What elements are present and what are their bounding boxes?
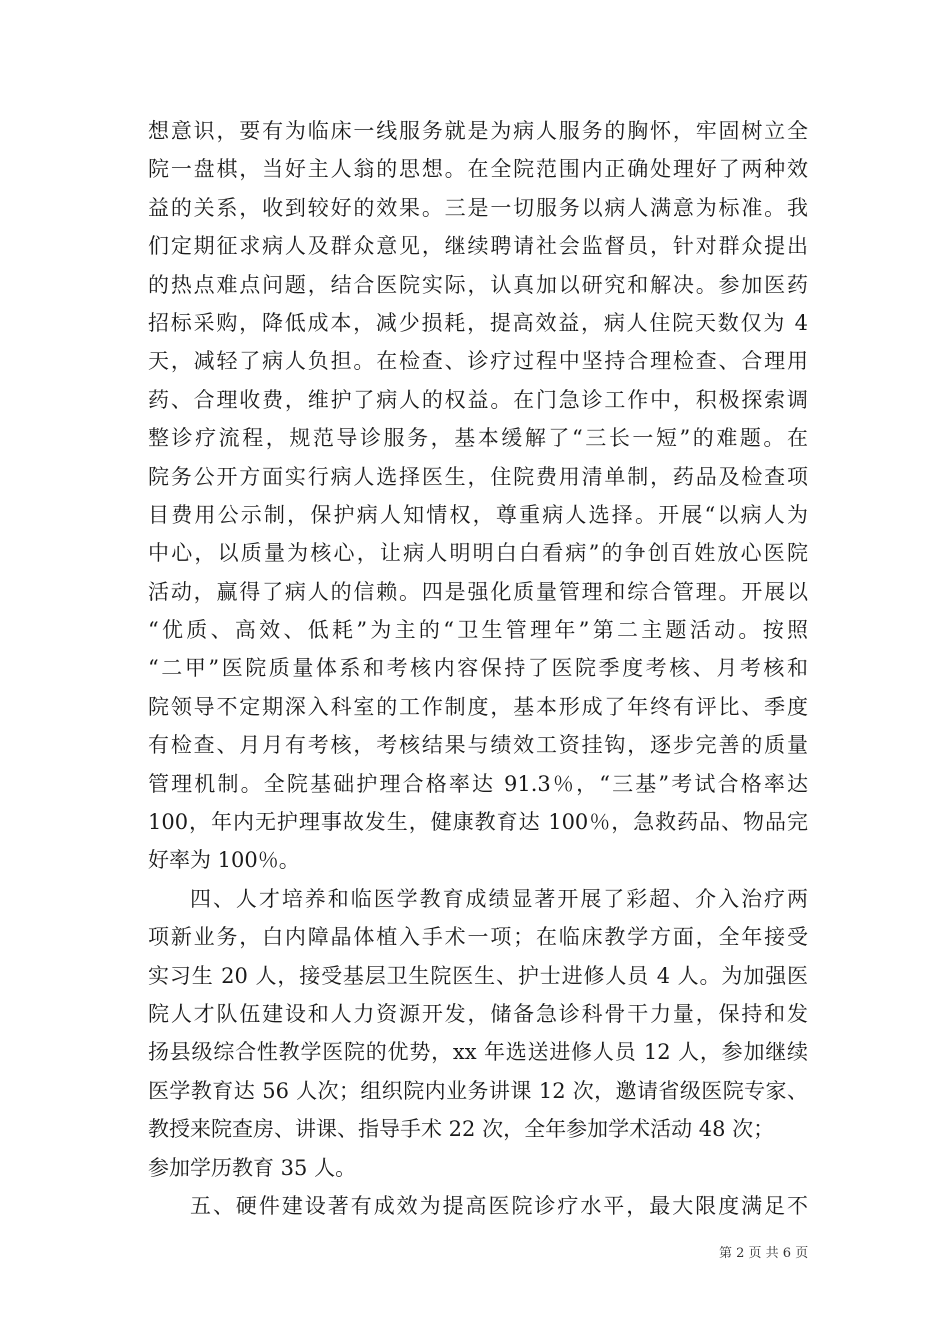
text-line: 教授来院查房、讲课、指导手术 22 次，全年参加学术活动 48 次； <box>148 1117 775 1142</box>
text-line: 整诊疗流程，规范导诊服务，基本缓解了“三长一短”的难题。在 <box>148 426 808 451</box>
text-line: 医学教育达 56 人次；组织院内业务讲课 12 次，邀请省级医院专家、 <box>148 1078 808 1103</box>
text-line: “二甲”医院质量体系和考核内容保持了医院季度考核、月考核和 <box>148 656 808 681</box>
page-number: 第 2 页 共 6 页 <box>719 1246 809 1261</box>
text-line: 院一盘棋，当好主人翁的思想。在全院范围内正确处理好了两种效 <box>148 157 808 182</box>
paragraph-start-line: 五、硬件建设著有成效为提高医院诊疗水平，最大限度满足不 <box>190 1193 808 1218</box>
text-line: 扬县级综合性教学医院的优势，xx 年选送进修人员 12 人，参加继续 <box>148 1040 808 1065</box>
paragraph-end-line: 好率为 100％。 <box>148 848 300 873</box>
text-line: 想意识，要有为临床一线服务就是为病人服务的胸怀，牢固树立全 <box>148 119 808 143</box>
text-line: 项新业务，白内障晶体植入手术一项；在临床教学方面，全年接受 <box>148 925 808 950</box>
paragraph-start-line: 四、人才培养和临医学教育成绩显著开展了彩超、介入治疗两 <box>190 886 808 911</box>
body-text <box>148 112 808 1225</box>
text-line: 招标采购，降低成本，减少损耗，提高效益，病人住院天数仅为 4 <box>148 310 808 335</box>
text-line: 天，减轻了病人负担。在检查、诊疗过程中坚持合理检查、合理用 <box>148 349 808 374</box>
text-line: 100，年内无护理事故发生，健康教育达 100％，急救药品、物品完 <box>148 810 808 835</box>
text-line: 有检查、月月有考核，考核结果与绩效工资挂钩，逐步完善的质量 <box>148 733 808 758</box>
text-line: 们定期征求病人及群众意见，继续聘请社会监督员，针对群众提出 <box>148 234 808 259</box>
text-line: 活动，赢得了病人的信赖。四是强化质量管理和综合管理。开展以 <box>148 579 808 604</box>
text-line: 药、合理收费，维护了病人的权益。在门急诊工作中，积极探索调 <box>148 387 808 412</box>
text-line: 中心，以质量为核心，让病人明明白白看病”的争创百姓放心医院 <box>148 541 808 566</box>
text-line: “优质、高效、低耗”为主的“卫生管理年”第二主题活动。按照 <box>148 618 808 643</box>
text-line: 的热点难点问题，结合医院实际，认真加以研究和解决。参加医药 <box>148 272 808 297</box>
text-line: 益的关系，收到较好的效果。三是一切服务以病人满意为标准。我 <box>148 195 808 220</box>
text-line: 院务公开方面实行病人选择医生，住院费用清单制，药品及检查项 <box>148 464 808 489</box>
paragraph-end-line: 参加学历教育 35 人。 <box>148 1155 357 1180</box>
text-line: 管理机制。全院基础护理合格率达 91.3％，“三基”考试合格率达 <box>148 771 808 796</box>
text-line: 院领导不定期深入科室的工作制度，基本形成了年终有评比、季度 <box>148 694 808 719</box>
text-line: 实习生 20 人，接受基层卫生院医生、护士进修人员 4 人。为加强医 <box>148 963 808 988</box>
text-line: 院人才队伍建设和人力资源开发，储备急诊科骨干力量，保持和发 <box>148 1001 808 1026</box>
text-line: 目费用公示制，保护病人知情权，尊重病人选择。开展“以病人为 <box>148 502 808 527</box>
